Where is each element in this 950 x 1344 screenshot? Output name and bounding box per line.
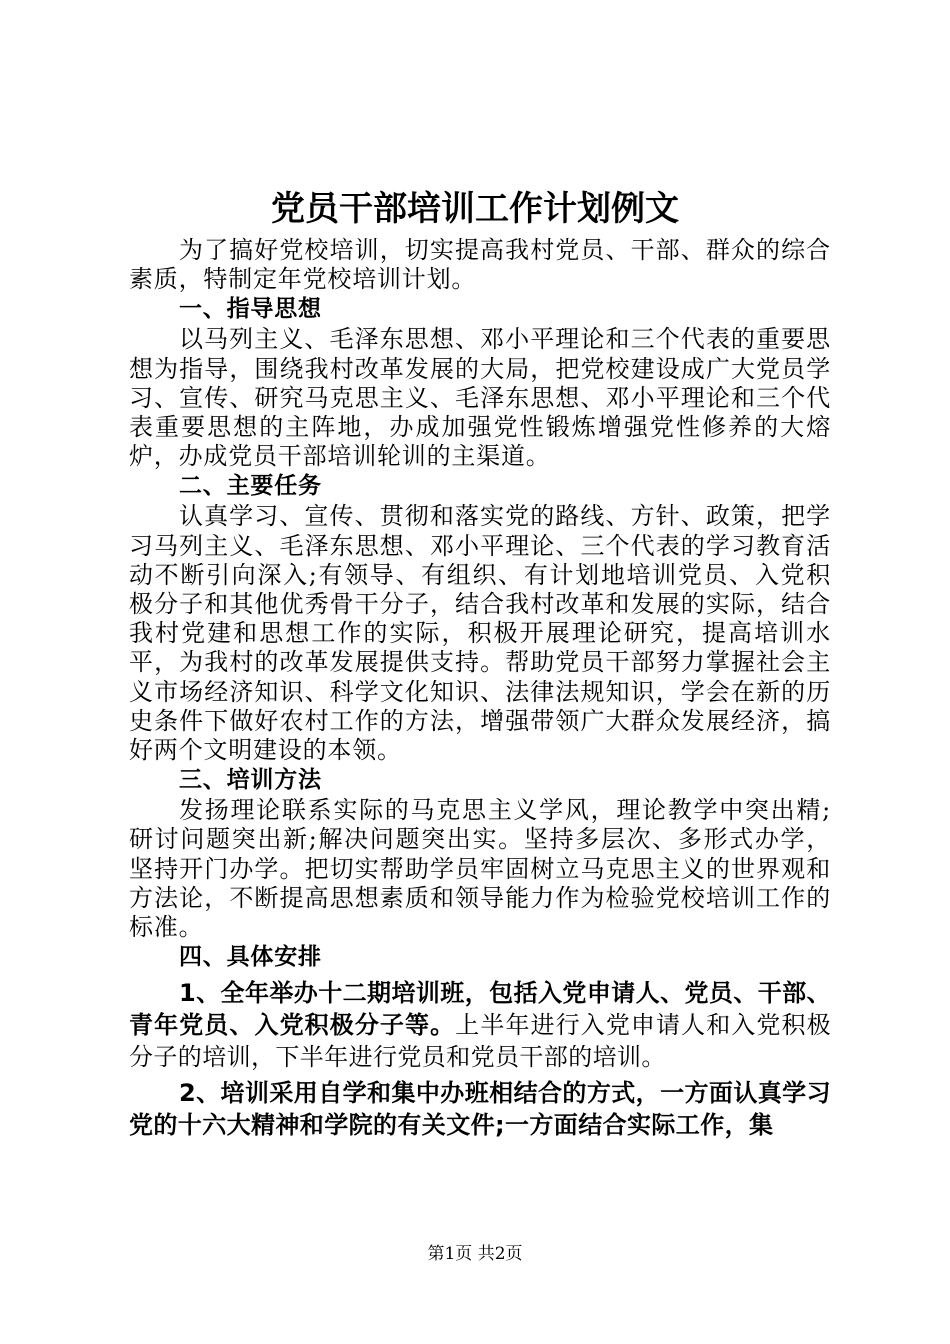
arrangement-item-bold: 1、全年举办十二期培训班，包括入党申请人、党员、干部、青年党员、入党积极分子等。 <box>129 979 831 1040</box>
section-paragraph: 发扬理论联系实际的马克思主义学风，理论教学中突出精;研讨问题突出新;解决问题突出实。坚持多层次、多形式办学，坚持开门办学。把切实帮助学员牢固树立马克思主义的世界观和方法论，不断提高思想素质和领导能力作为检验党校培训工作的标准。 <box>129 796 831 942</box>
arrangement-item <box>129 977 831 1073</box>
section-heading: 四、具体安排 <box>179 944 322 971</box>
arrangement-item <box>129 1077 831 1141</box>
section-paragraph: 以马列主义、毛泽东思想、邓小平理论和三个代表的重要思想为指导，围绕我村改革发展的大局，把党校建设成广大党员学习、宣传、研究马克思主义、毛泽东思想、邓小平理论和三个代表重要思想的主阵地，办成加强党性锻炼增强党性修养的大熔炉，办成党员干部培训轮训的主渠道。 <box>129 325 831 471</box>
arrangement-item-text: 上半年进行入党申请人和入党积极分子的培训，下半年进行党员和党员干部的培训。 <box>129 1011 831 1072</box>
section-heading: 三、培训方法 <box>179 767 322 794</box>
document-body <box>129 236 831 1141</box>
intro-paragraph: 为了搞好党校培训，切实提高我村党员、干部、群众的综合素质，特制定年党校培训计划。 <box>129 236 831 294</box>
arrangement-item-bold: 2、培训采用自学和集中办班相结合的方式，一方面认真学习党的十六大精神和学院的有关文件;一方面结合实际工作，集 <box>129 1079 831 1140</box>
section-heading: 一、指导思想 <box>179 296 322 323</box>
document-title: 党员干部培训工作计划例文 <box>271 189 679 229</box>
page-number: 第1页 共2页 <box>427 1244 523 1264</box>
section-heading: 二、主要任务 <box>179 473 322 500</box>
section-paragraph: 认真学习、宣传、贯彻和落实党的路线、方针、政策，把学习马列主义、毛泽东思想、邓小平理论、三个代表的学习教育活动不断引向深入;有领导、有组织、有计划地培训党员、入党积极分子和其他优秀骨干分子，结合我村改革和发展的实际，结合我村党建和思想工作的实际，积极开展理论研究，提高培训水平，为我村的改革发展提供支持。帮助党员干部努力掌握社会主义市场经济知识、科学文化知识、法律法规知识，学会在新的历史条件下做好农村工作的方法，增强带领广大群众发展经济，搞好两个文明建设的本领。 <box>129 502 831 765</box>
